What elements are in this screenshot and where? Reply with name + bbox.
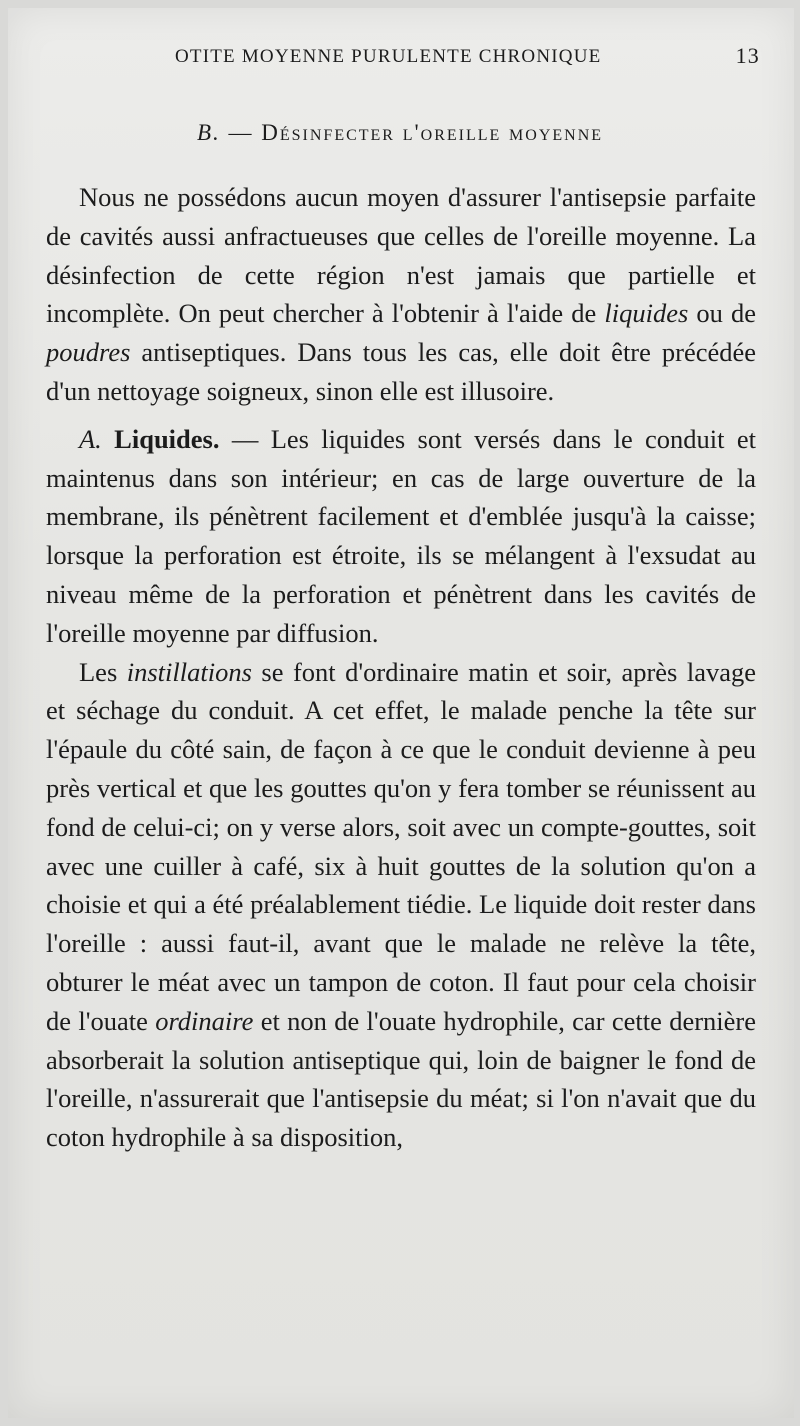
italic-term: liquides	[604, 298, 689, 329]
text-segment: ou de	[688, 298, 756, 329]
text-segment: se font d'ordinaire matin et soir, après lavage et séchage du conduit. A cet effet, le malade penche la tête sur l'épaule du côté sain, de façon à ce que le conduit devienne à peu près vertical et que les gouttes qu'on y fera tomber se réunissent au fond de celui-ci; on y verse alors, soit avec un compte-gouttes, soit avec une cuiller à café, six à huit gouttes de la solution qu'on a choisie et qui a été préalablement tiédie. Le liquide doit rester dans l'oreille : aussi faut-il, avant que le malade ne relève la tête, obturer le méat avec un tampon de coton. Il faut pour cela choisir de l'ouate	[46, 656, 756, 1036]
subsection-title: Liquides.	[114, 423, 220, 454]
text-segment: et non de l'ouate hydrophile, car cette dernière absorberait la solution antiseptique qui, loin de baigner le fond de l'oreille, n'assurerait que l'antisepsie du méat; si l'on n'avait que du coton hydrophile à sa disposition,	[46, 1005, 756, 1153]
paragraph-intro	[46, 178, 756, 411]
text-segment: Nous ne possédons aucun moyen d'assurer l'antisepsie parfaite de cavités aussi anfractueuses que celles de l'oreille moyenne. La désinfection de cette région n'est jamais que partielle et incomplète. On peut chercher à l'obtenir à l'aide de	[46, 182, 756, 329]
paragraph-liquides	[46, 420, 756, 653]
section-dash: —	[220, 120, 262, 145]
page-header	[48, 43, 760, 74]
page-number: 13	[735, 43, 760, 68]
subsection-letter: A.	[79, 423, 102, 454]
running-title: OTITE MOYENNE PURULENTE CHRONIQUE	[175, 46, 602, 67]
body-text	[46, 178, 756, 1157]
section-heading	[0, 120, 800, 146]
italic-term: instillations	[126, 656, 252, 687]
italic-term: poudres	[46, 337, 131, 368]
italic-term: ordinaire	[155, 1005, 254, 1036]
paragraph-instillations	[46, 653, 756, 1157]
text-segment: Les	[79, 656, 127, 687]
text-segment: antiseptiques. Dans tous les cas, elle doit être précédée d'un nettoyage soigneux, sinon elle est illusoire.	[46, 337, 756, 406]
section-title: Désinfecter l'oreille moyenne	[261, 120, 604, 145]
section-letter: B.	[196, 120, 221, 145]
text-segment: — Les liquides sont versés dans le conduit et maintenus dans son intérieur; en cas de large ouverture de la membrane, ils pénètrent facilement et d'emblée jusqu'à la caisse; lorsque la perforation est étroite, ils se mélangent à l'exsudat au niveau même de la perforation et pénètrent dans les cavités de l'oreille moyenne par diffusion.	[46, 423, 757, 648]
